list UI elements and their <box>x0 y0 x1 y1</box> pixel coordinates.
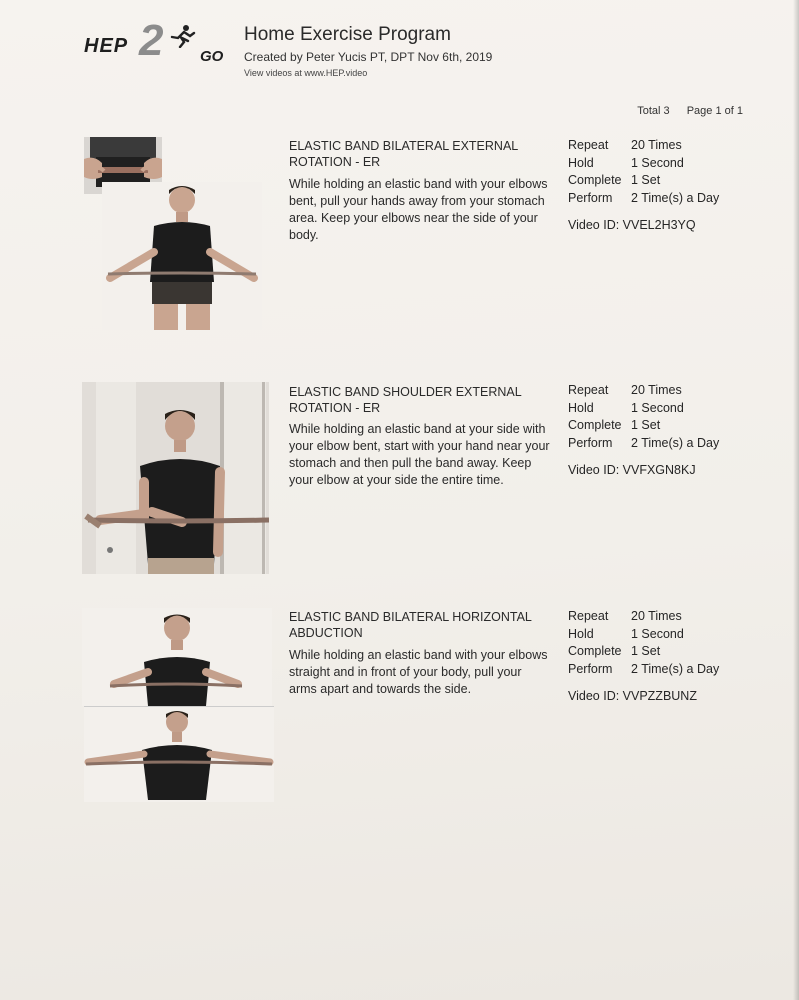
perform-label: Perform <box>568 190 613 205</box>
exercise-2-description: While holding an elastic band at your side with your elbow bent, start with your hand near your stomach and then pull the band away. Keep your elbow at your side the entire time. <box>289 422 550 487</box>
exercise-1-params <box>568 137 719 207</box>
exercise-1-photo-main <box>102 182 262 330</box>
complete-label: Complete <box>568 644 622 658</box>
video-site-line: View videos at www.HEP.video <box>244 68 368 78</box>
hep2go-logo <box>84 16 234 70</box>
page-title: Home Exercise Program <box>244 24 451 45</box>
logo-hep-text: HEP <box>84 35 129 57</box>
repeat-value: 20 Times <box>631 383 682 397</box>
exercise-2-params <box>568 382 719 452</box>
hold-value: 1 Second <box>631 155 684 170</box>
hold-value: 1 Second <box>631 400 684 415</box>
page-number: Page 1 of 1 <box>686 105 743 117</box>
page-edge-shadow <box>793 0 799 1000</box>
exercise-3-photo-top <box>82 608 272 706</box>
exercise-3-description: While holding an elastic band with your elbows straight and in front of your body, pull your arms apart and towards the side. <box>289 648 548 696</box>
hold-value: 1 Second <box>631 626 684 641</box>
hold-label: Hold <box>568 400 594 415</box>
perform-label: Perform <box>568 661 613 676</box>
repeat-label: Repeat <box>568 383 609 397</box>
perform-value: 2 Time(s) a Day <box>631 435 720 450</box>
complete-value: 1 Set <box>631 173 661 187</box>
exercise-1-title: ELASTIC BAND BILATERAL EXTERNAL ROTATION - ER <box>289 139 518 169</box>
repeat-value: 20 Times <box>631 609 682 623</box>
exercise-1-video-id: Video ID: VVEL2H3YQ <box>568 218 696 232</box>
runner-icon <box>166 24 196 48</box>
exercise-3-video-id: Video ID: VVPZZBUNZ <box>568 689 697 703</box>
exercise-2-photo <box>82 382 269 574</box>
page-summary <box>637 105 743 117</box>
repeat-value: 20 Times <box>631 138 682 152</box>
exercise-2-title: ELASTIC BAND SHOULDER EXTERNAL ROTATION - ER <box>289 385 522 415</box>
logo-two-text: 2 <box>139 16 164 65</box>
complete-label: Complete <box>568 173 622 187</box>
exercise-3-photo-bottom <box>84 706 274 802</box>
created-by-line: Created by Peter Yucis PT, DPT Nov 6th, 2019 <box>244 50 493 64</box>
hold-label: Hold <box>568 626 594 641</box>
perform-label: Perform <box>568 435 613 450</box>
hold-label: Hold <box>568 155 594 170</box>
complete-value: 1 Set <box>631 418 661 432</box>
repeat-label: Repeat <box>568 609 609 623</box>
complete-value: 1 Set <box>631 644 661 658</box>
total-count: Total 3 <box>637 105 670 117</box>
complete-label: Complete <box>568 418 622 432</box>
logo-go-text: GO <box>200 48 224 65</box>
perform-value: 2 Time(s) a Day <box>631 661 720 676</box>
perform-value: 2 Time(s) a Day <box>631 190 720 205</box>
repeat-label: Repeat <box>568 138 609 152</box>
exercise-1-description: While holding an elastic band with your elbows bent, pull your hands away from your stomach area. Keep your elbows near the side of your body. <box>289 177 548 242</box>
exercise-3-title: ELASTIC BAND BILATERAL HORIZONTAL ABDUCTION <box>289 610 532 640</box>
exercise-2-video-id: Video ID: VVFXGN8KJ <box>568 463 696 477</box>
exercise-3-params <box>568 608 719 678</box>
